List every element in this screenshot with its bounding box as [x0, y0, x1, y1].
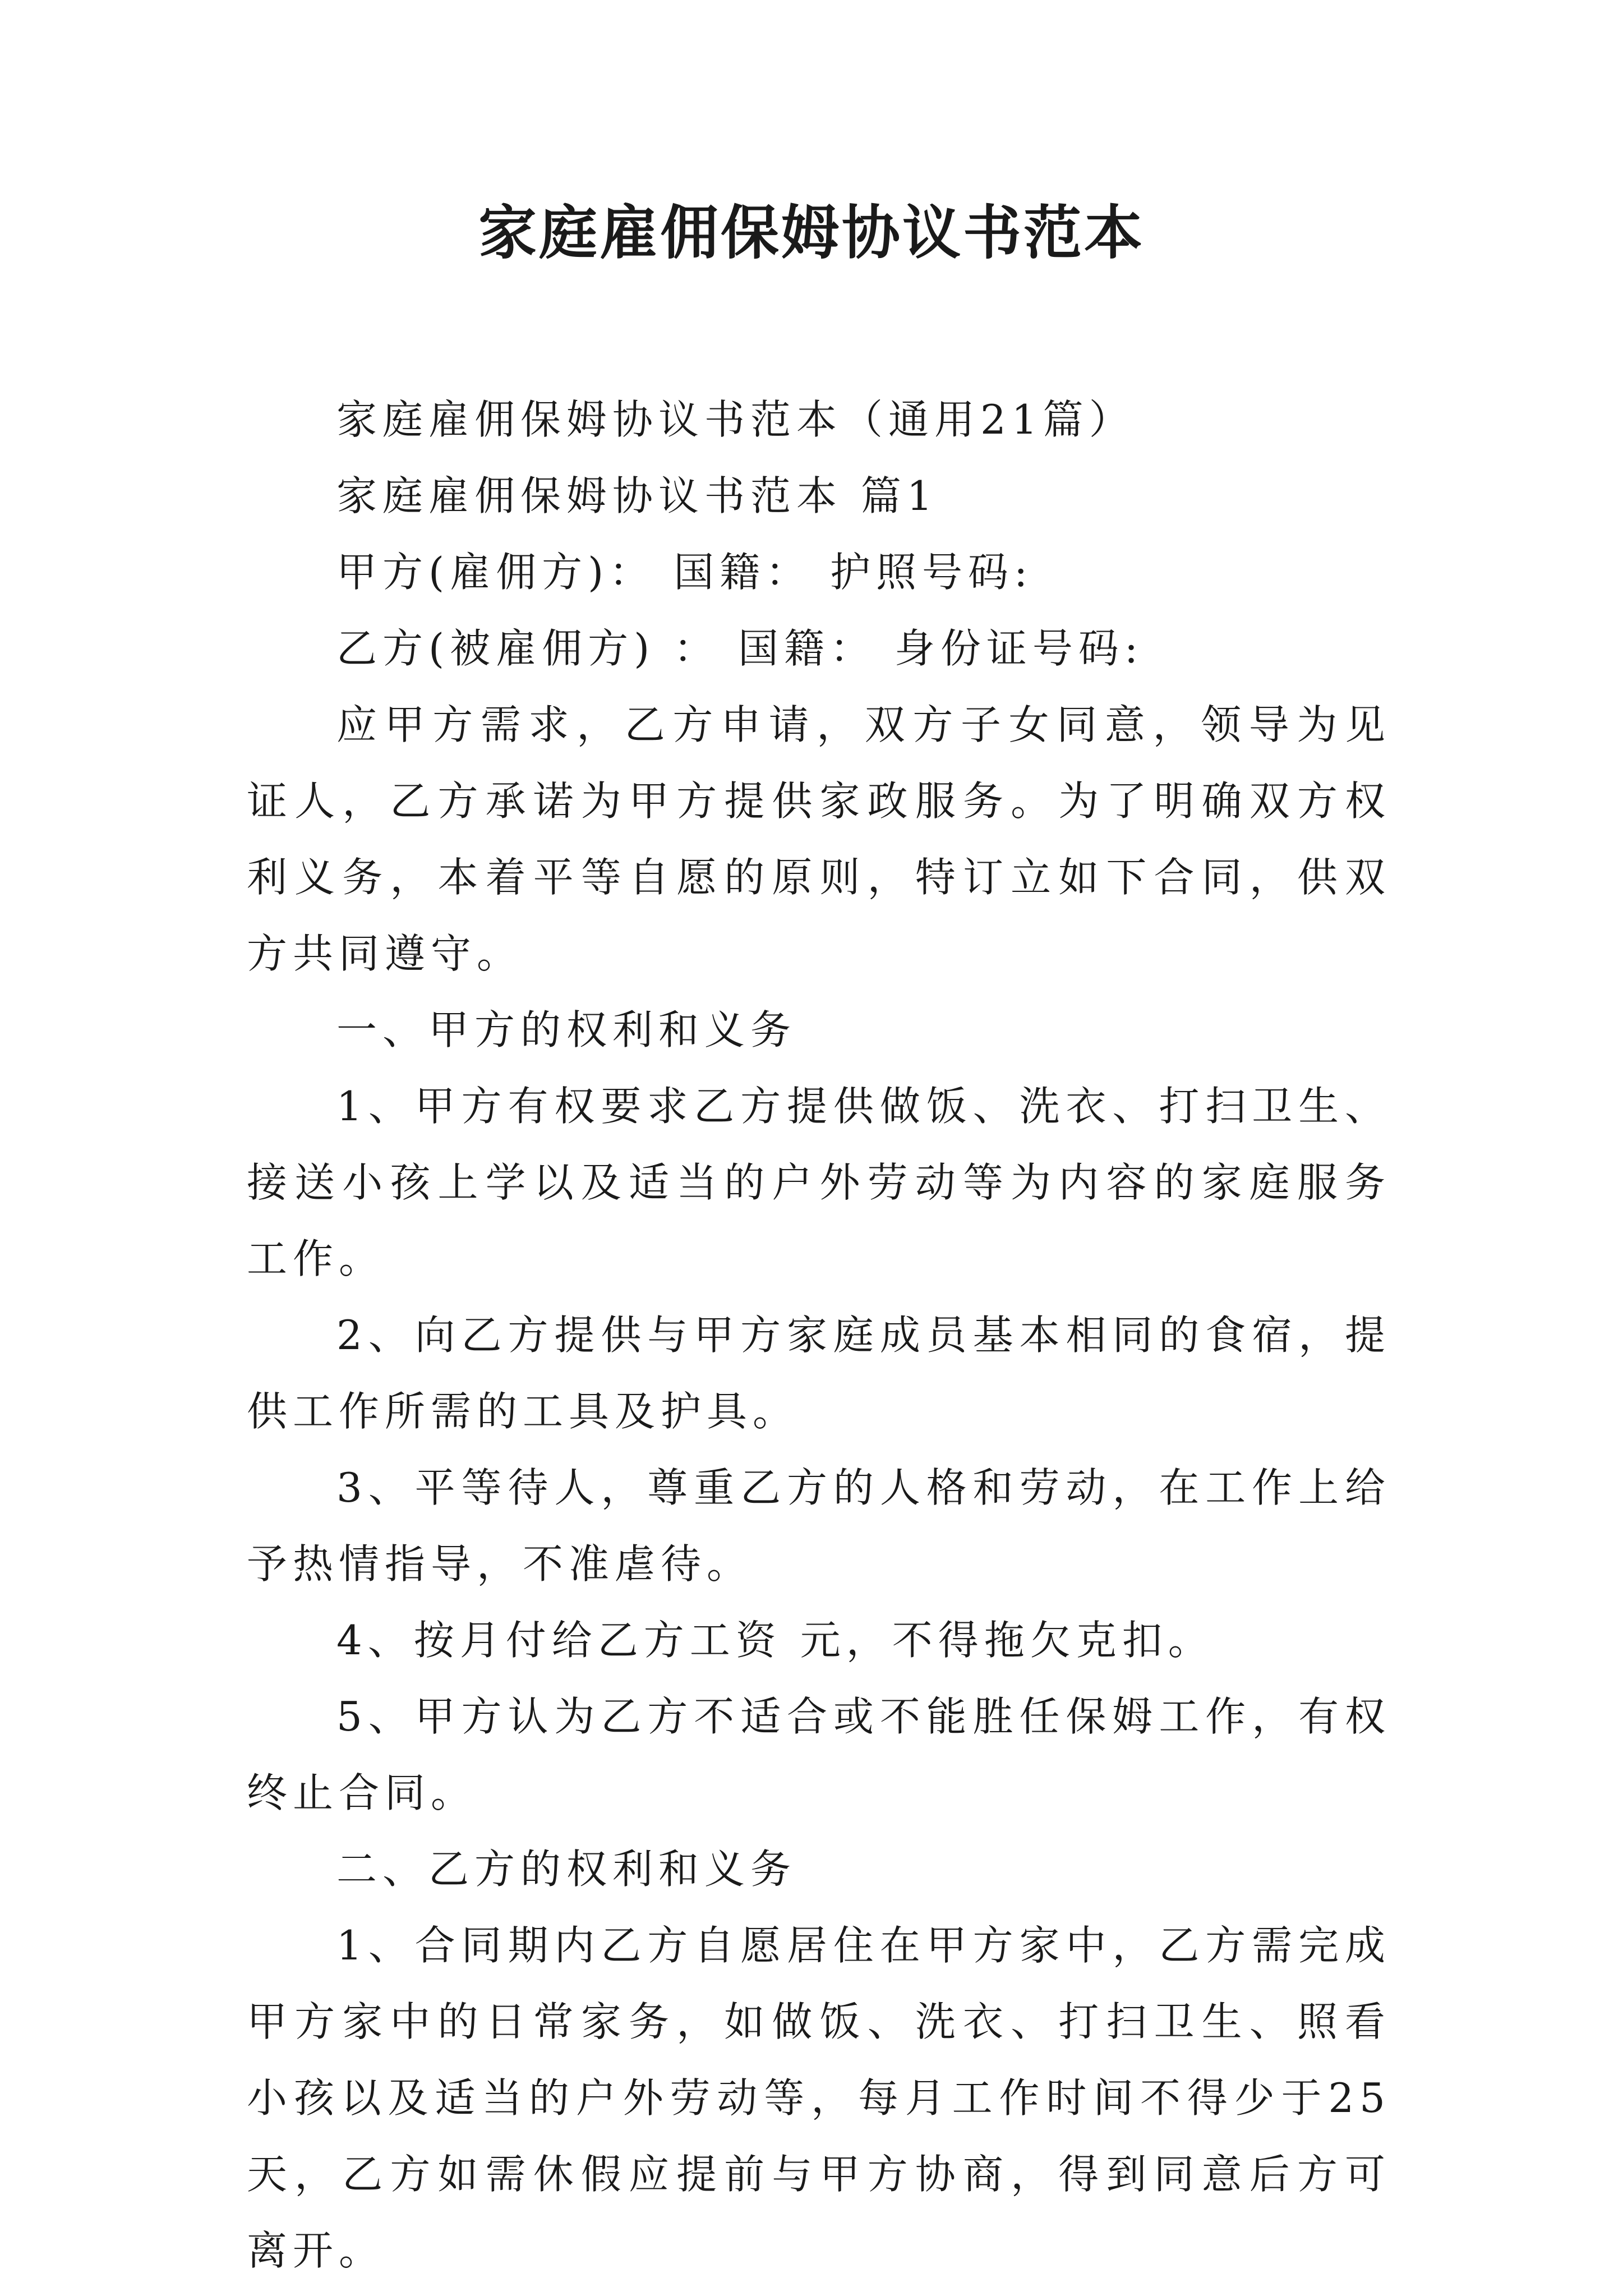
- paragraph-preamble: 应甲方需求，乙方申请，双方子女同意，领导为见证人，乙方承诺为甲方提供家政服务。为了明确双方权利义务，本着平等自愿的原则，特订立如下合同，供双方共同遵守。: [247, 701, 1391, 977]
- paragraph-clause: 1、甲方有权要求乙方提供做饭、洗衣、打扫卫生、接送小孩上学以及适当的户外劳动等为内容的家庭服务工作。: [247, 1083, 1391, 1282]
- paragraph-clause: 1、合同期内乙方自愿居住在甲方家中，乙方需完成甲方家中的日常家务，如做饭、洗衣、打扫卫生、照看小孩以及适当的户外劳动等，每月工作时间不得少于25天，乙方如需休假应提前与甲方协商，得到同意后方可离开。: [247, 1922, 1391, 2274]
- paragraph-subtitle: 家庭雇佣保姆协议书范本（通用21篇）: [336, 396, 1135, 443]
- document-body: [247, 381, 1391, 2289]
- paragraph-party-a: 甲方(雇佣方)： 国籍： 护照号码:: [336, 549, 1034, 596]
- paragraph-clause: 3、平等待人，尊重乙方的人格和劳动，在工作上给予热情指导，不准虐待。: [247, 1464, 1391, 1588]
- paragraph-heading-party-b-rights: 二、乙方的权利和义务: [336, 1846, 797, 1893]
- paragraph-heading-party-a-rights: 一、甲方的权利和义务: [336, 1006, 797, 1053]
- paragraph-clause: 5、甲方认为乙方不适合或不能胜任保姆工作，有权终止合同。: [247, 1693, 1391, 1816]
- paragraph-clause: 4、按月付给乙方工资 元，不得拖欠克扣。: [336, 1617, 1214, 1664]
- paragraph-party-b: 乙方(被雇佣方) ： 国籍： 身份证号码:: [336, 625, 1144, 672]
- paragraph-section-heading: 家庭雇佣保姆协议书范本 篇1: [336, 472, 938, 519]
- document-title: 家庭雇佣保姆协议书范本: [478, 198, 1145, 267]
- paragraph-clause: 2、向乙方提供与甲方家庭成员基本相同的食宿，提供工作所需的工具及护具。: [247, 1312, 1391, 1435]
